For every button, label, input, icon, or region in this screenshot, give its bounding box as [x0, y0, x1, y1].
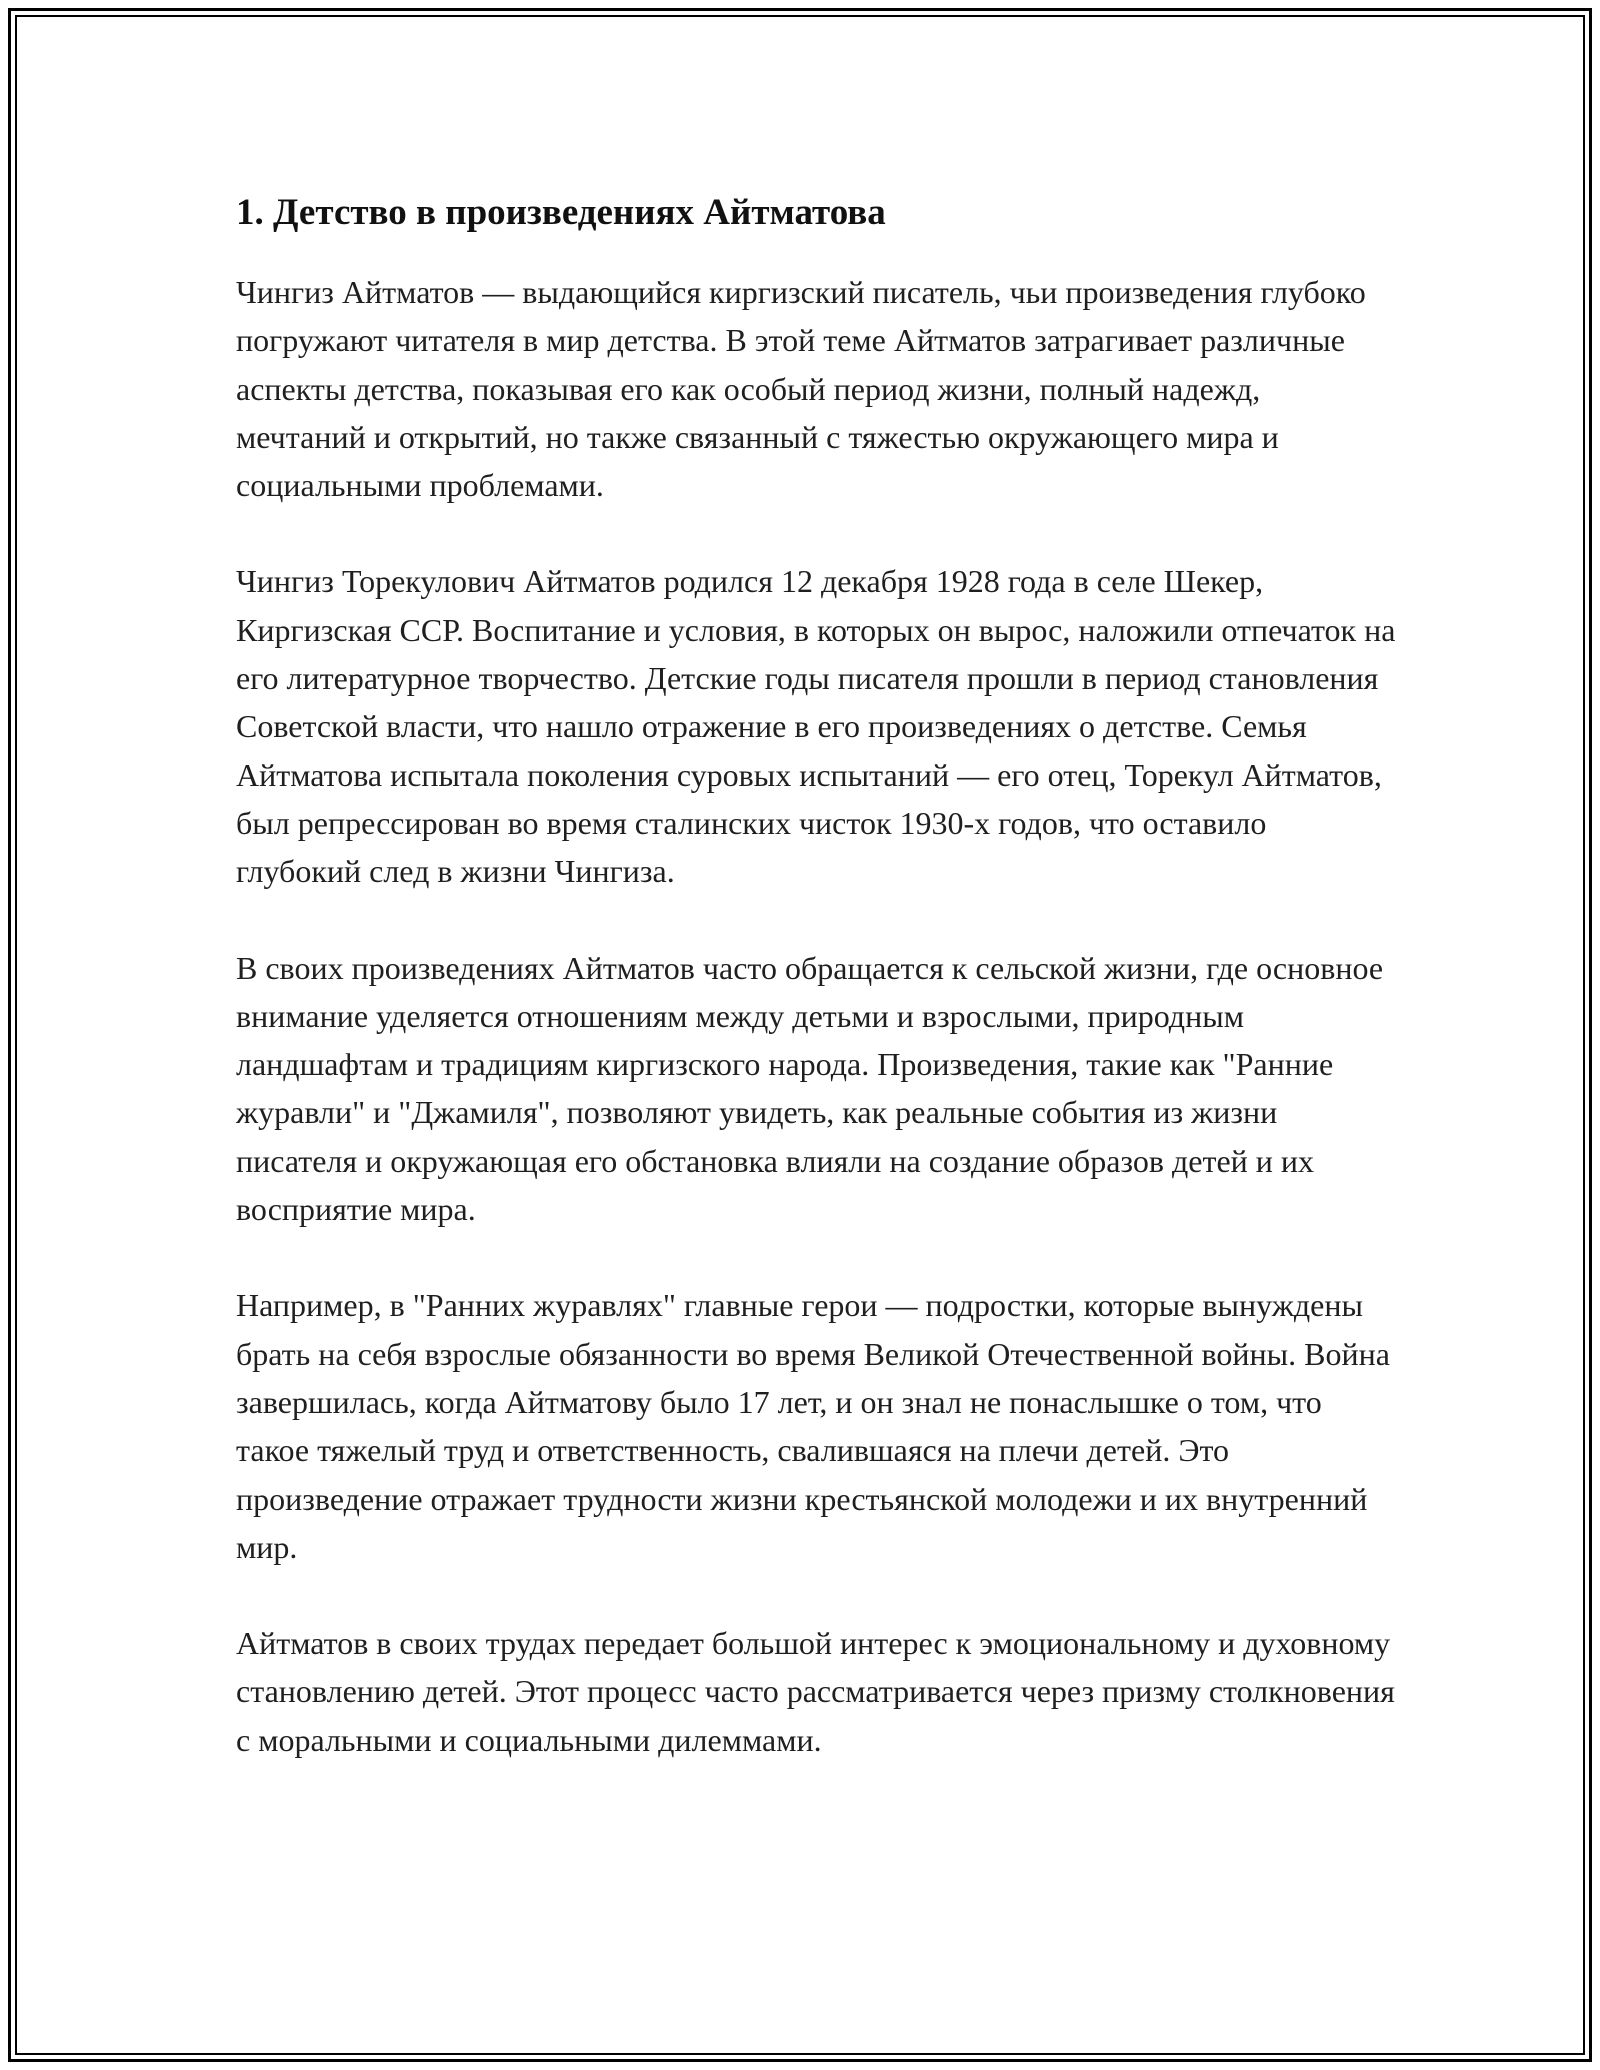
paragraph-intro: Чингиз Айтматов — выдающийся киргизский писатель, чьи произведения глубоко погружают читателя в мир детства. В этой теме Айтматов затрагивает различные аспекты детства, показывая его как особый период жизни, полный надежд, мечтаний и открытий, но также связанный с тяжестью окружающего мира и социальными проблемами. [236, 274, 1366, 504]
section-heading: 1. Детство в произведениях Айтматова [236, 192, 886, 233]
paragraph-early-cranes: Например, в "Ранних журавлях" главные герои — подростки, которые вынуждены брать на себя взрослые обязанности во время Великой Отечественной войны. Война завершилась, когда Айтматову было 17 лет, и он знал не понаслышке о том, что такое тяжелый труд и ответственность, свалившаяся на плечи детей. Это произведение отражает трудности жизни крестьянской молодежи и их внутренний мир. [236, 1287, 1390, 1565]
paragraph-rural-life: В своих произведениях Айтматов часто обращается к сельской жизни, где основное внимание уделяется отношениям между детьми и взрослыми, природным ландшафтам и традициям киргизского народа. Произведения, такие как "Ранние журавли" и "Джамиля", позволяют увидеть, как реальные события из жизни писателя и окружающая его обстановка влияли на создание образов детей и их восприятие мира. [236, 949, 1384, 1228]
paragraph-biography: Чингиз Торекулович Айтматов родился 12 декабря 1928 года в селе Шекер, Киргизская ССР. Воспитание и условия, в которых он вырос, наложили отпечаток на его литературное творчество. Детские годы писателя прошли в период становления Советской власти, что нашло отражение в его произведениях о детстве. Семья Айтматова испытала поколения суровых испытаний — его отец, Торекул Айтматов, был репрессирован во время сталинских чисток 1930-х годов, что оставило глубокий след в жизни Чингиза. [236, 563, 1396, 890]
paragraph-emotional-growth: Айтматов в своих трудах передает большой интерес к эмоциональному и духовному становлению детей. Этот процесс часто рассматривается через призму столкновения с моральными и социальными дилеммами. [236, 1625, 1395, 1758]
document-body [236, 184, 1396, 1764]
